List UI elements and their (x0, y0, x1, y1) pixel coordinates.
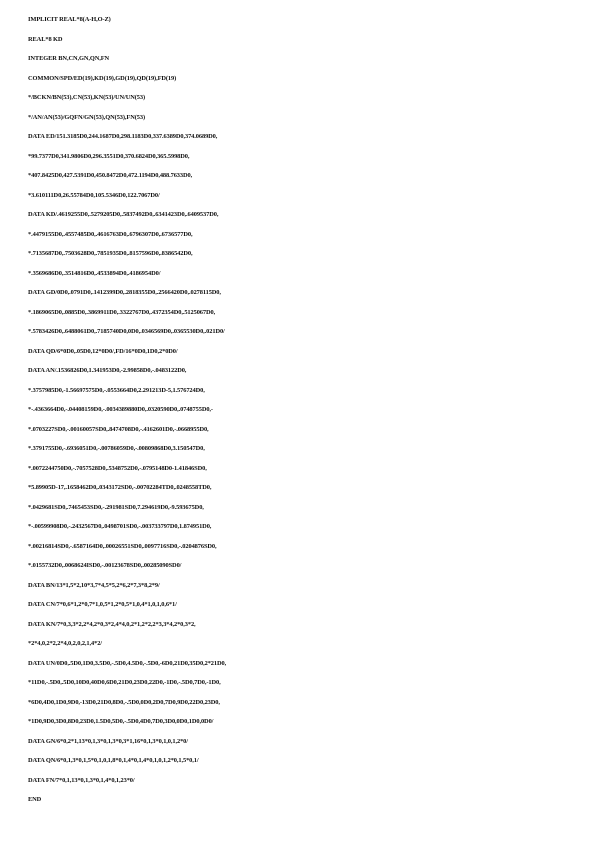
code-line: DATA QN/6*0,1,3*0,1,5*0,1,0,1,8*0,1,4*0,1,4*0,1,0,1,2*0,1,5*0,1/ (28, 757, 199, 764)
code-line: DATA GD/0D0,.0791D0,.1412399D0,.2818355D0,.2566420D0,.0278115D0, (28, 289, 221, 296)
code-line: DATA GN/6*0,2*1,13*0,1,3*0,1,3*0,3*1,16*0,1,3*0,1,0,1,2*0/ (28, 737, 188, 745)
code-line: *2*4,0,2*2,2*4,0,2,0,2,1,4*2/ (28, 640, 102, 647)
code-line: *6D0,4D0,1D0,9D0,-13D0,21D0,8D0,-.5D0,0D0,2D0,7D0,9D0,22D0,23D0, (28, 698, 220, 706)
code-line: *.3757985D0,-1.56697575D0,-.0553664D0,2.291213D-5,1.576724D0, (28, 386, 205, 394)
code-line: DATA ED/151.3185D0,244.1687D0,298.1183D0,337.6389D0,374.0689D0, (28, 133, 218, 140)
code-line: *-.4363664D0,-.04408159D0,-.0034389880D0,.0320590D0,.0748755D0,- (28, 406, 213, 413)
code-line: DATA BN/13*1,5*2,10*3,7*4,5*5,2*6,2*7,3*8,2*9/ (28, 581, 160, 589)
code-line: IMPLICIT REAL*8(A-H,O-Z) (28, 16, 111, 23)
code-line: *3.610111D0,26.55784D0,105.5346D0,122.7067D0/ (28, 191, 160, 199)
code-line: END (28, 796, 42, 803)
code-line: REAL*8 KD (28, 35, 63, 43)
code-line: *.5783426D0,.6488061D0,.7185740D0,0D0,.0346569D0,.0365530D0,.021D0/ (28, 328, 225, 335)
code-line: *407.8425D0,427.5391D0,450.8472D0,472.1194D0,488.7633D0, (28, 172, 193, 179)
code-line: *1D0,9D0,3D0,8D0,23D0,1.5D0,5D0,-.5D0,4D0,7D0,3D0,0D0,1D0,0D0/ (28, 718, 214, 725)
code-line: DATA CN/7*0,6*1,2*0,7*1,0,5*1,2*0,5*1,0,4*1,0,1,0,6*1/ (28, 601, 177, 608)
code-line: COMMON/SPD/ED(19),KD(19),GD(19),QD(19),FD(19) (28, 74, 177, 82)
code-line: INTEGER BN,CN,GN,QN,FN (28, 55, 110, 62)
code-line: *.3791755D0,-.6936051D0,-.00786059D0,-.00809868D0,3.150547D0, (28, 445, 205, 452)
code-line: *.4479155D0,.4557485D0,.4616763D0,.6796307D0,.6736577D0, (28, 230, 193, 238)
code-line: *5.89905D-17,.1658462D0,.0343172SD0,-.00702284TD0,.0248558TD0, (28, 484, 212, 491)
code-line: DATA KD/.4619255D0,.5279205D0,.5837492D0,.6341423D0,.6409537D0, (28, 211, 219, 218)
code-line: *.3569686D0,.3514816D0,.4533894D0,.4186954D0/ (28, 269, 161, 277)
code-line: *99.7377D0,341.9806D0,296.3551D0,370.6824D0,365.5998D0, (28, 152, 190, 160)
code-line: DATA UN/0D0,.5D0,1D0,3.5D0,-.5D0,4.5D0,-.5D0,-6D0,21D0,35D0,2*21D0, (28, 659, 227, 667)
code-line: *.0072244750D0,-.7057528D0,.5348752D0,-.0795148D0-1.41846SD0, (28, 464, 207, 472)
code-line: *.1869065D0,.0885D0,.3869911D0,.3322767D0,.4372354D0,.5125067D0, (28, 308, 216, 316)
code-line: DATA KN/7*0,3,3*2,2*4,2*0,3*2,4*4,0,2*1,2*2,2*3,3*4,2*0,3*2, (28, 620, 196, 628)
code-line: DATA QD/6*0D0,.05D0,12*0D0/,FD/16*0D0,1D0,2*0D0/ (28, 347, 178, 355)
code-line: *.0155732D0,.0068624ISD0,-.00123678SD0,.00285090SD0/ (28, 562, 182, 569)
code-line: */AN/AN(53)/GQFN/GN(53),QN(53),FN(53) (28, 113, 145, 121)
code-line: *.0703227SD0,-.00160057SD0,.8474708D0,-.4162601D0,-.0668955D0, (28, 425, 209, 433)
code-line: *.0429681SD0,.7465453SD0,-.291981SD0,7.294619D0,-9.593675D0, (28, 503, 204, 511)
code-line: */BCKN/BN(53),CN(53),KN(53)/UN/UN(53) (28, 94, 145, 101)
code-line: DATA FN/7*0,1,13*0,1,3*0,1,4*0,1,23*0/ (28, 776, 135, 784)
code-line: *.7135687D0,.7503628D0,.7851935D0,.8157596D0,.8386542D0, (28, 250, 193, 257)
code-line: *.00216814SD0,-.6587164D0,.00026551SD0,.0097716SD0,-.0204876SD0, (28, 542, 217, 550)
code-line: *-.00599908D0,-.2432567D0,.0498701SD0,-.003733797D0,1.874951D0, (28, 523, 212, 530)
code-line: DATA AN/.1536826D0,1.341953D0,-2.99858D0,-.0483122D0, (28, 367, 187, 374)
code-line: *11D0,-.5D0,.5D0,10D0,40D0,6D0,21D0,23D0,22D0,-1D0,-.5D0,7D0,-1D0, (28, 679, 221, 686)
